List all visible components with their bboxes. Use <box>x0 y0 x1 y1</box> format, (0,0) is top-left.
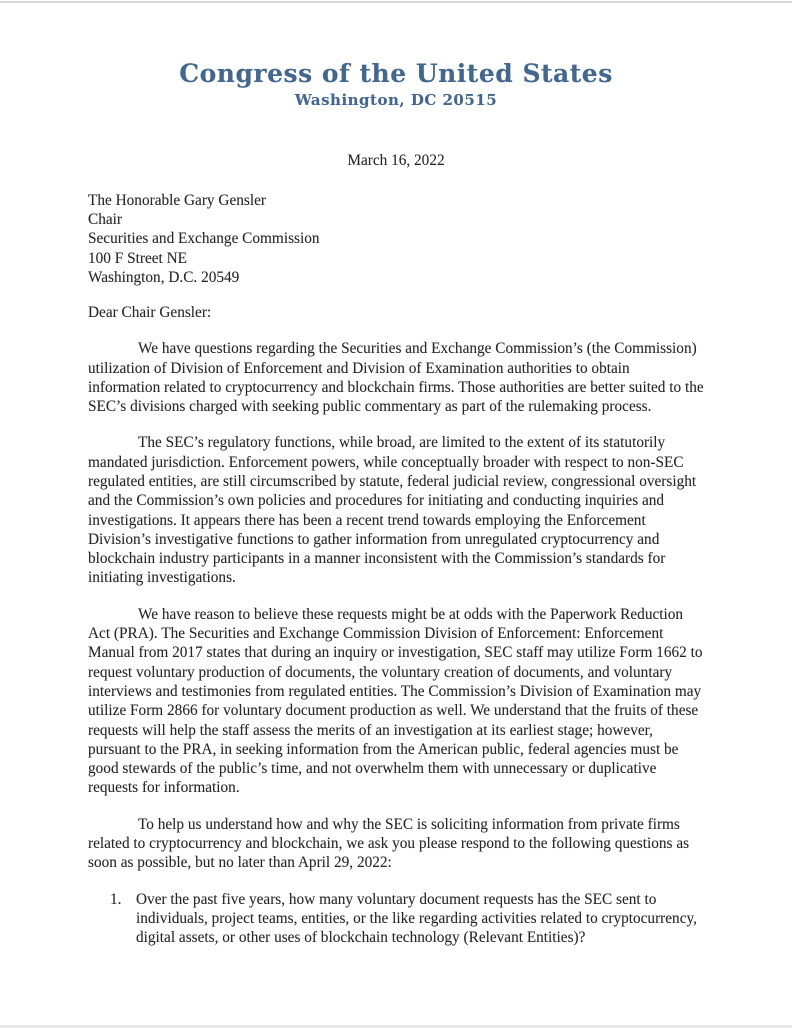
recipient-address-block <box>88 191 705 287</box>
letter-paragraph: We have reason to believe these requests might be at odds with the Paperwork Reduction Act (PRA). The Securities and Exchange Commission Division of Enforcement: Enforcement Manual from 2017 states that during an inquiry or investigation, SEC staff may utilize Form 1662 to request voluntary production of documents, the voluntary creation of documents, and voluntary interviews and testimonies from regulated entities. The Commission’s Division of Examination may utilize Form 2866 for voluntary document production as well. We understand that the fruits of these requests will help the staff assess the merits of an investigation at its earliest stage; however, pursuant to the PRA, in seeking information from the American public, federal agencies must be good stewards of the public’s time, and not overwhelm them with unnecessary or duplicative requests for information. <box>88 605 703 797</box>
letter-date: March 16, 2022 <box>347 152 445 169</box>
question-item <box>110 890 705 948</box>
salutation: Dear Chair Gensler: <box>88 304 212 322</box>
recipient-line: Washington, D.C. 20549 <box>88 268 240 286</box>
letterhead-address: Washington, DC 20515 <box>294 91 498 109</box>
question-text: Over the past five years, how many voluntary document requests has the SEC sent to individuals, project teams, entities, or the like regarding activities related to cryptocurrency, digital assets, or other uses of blockchain technology (Relevant Entities)? <box>136 890 697 947</box>
page-edge-top <box>0 1 792 3</box>
recipient-line: Chair <box>88 211 122 229</box>
question-number: 1. <box>110 890 122 908</box>
letter-paragraph: To help us understand how and why the SEC is soliciting information from private firms related to cryptocurrency and blockchain, we ask you please respond to the following questions as soon as possible, but no later than April 29, 2022: <box>88 815 690 872</box>
recipient-line: 100 F Street NE <box>88 249 187 267</box>
recipient-line: Securities and Exchange Commission <box>88 230 320 248</box>
recipient-line: The Honorable Gary Gensler <box>88 192 266 209</box>
letter-paragraph: We have questions regarding the Securities and Exchange Commission’s (the Commission) utilization of Division of Enforcement and Division of Examination authorities to obtain information related to cryptocurrency and blockchain firms. Those authorities are better suited to the SEC’s divisions charged with seeking public commentary as part of the rulemaking process. <box>88 340 704 416</box>
letter-paragraph: The SEC’s regulatory functions, while broad, are limited to the extent of its statutorily mandated jurisdiction. Enforcement powers, while conceptually broader with respect to non-SEC regulated entities, are still circumscribed by statute, federal judicial review, congressional oversight and the Commission’s own policies and procedures for initiating and conducting inquiries and investigations. It appears there has been a recent trend towards employing the Enforcement Division’s investigative functions to gather information from unregulated cryptocurrency and blockchain industry participants in a manner inconsistent with the Commission’s standards for initiating investigations. <box>88 434 697 587</box>
letterhead-title: Congress of the United States <box>179 59 613 88</box>
letterhead <box>0 0 792 109</box>
